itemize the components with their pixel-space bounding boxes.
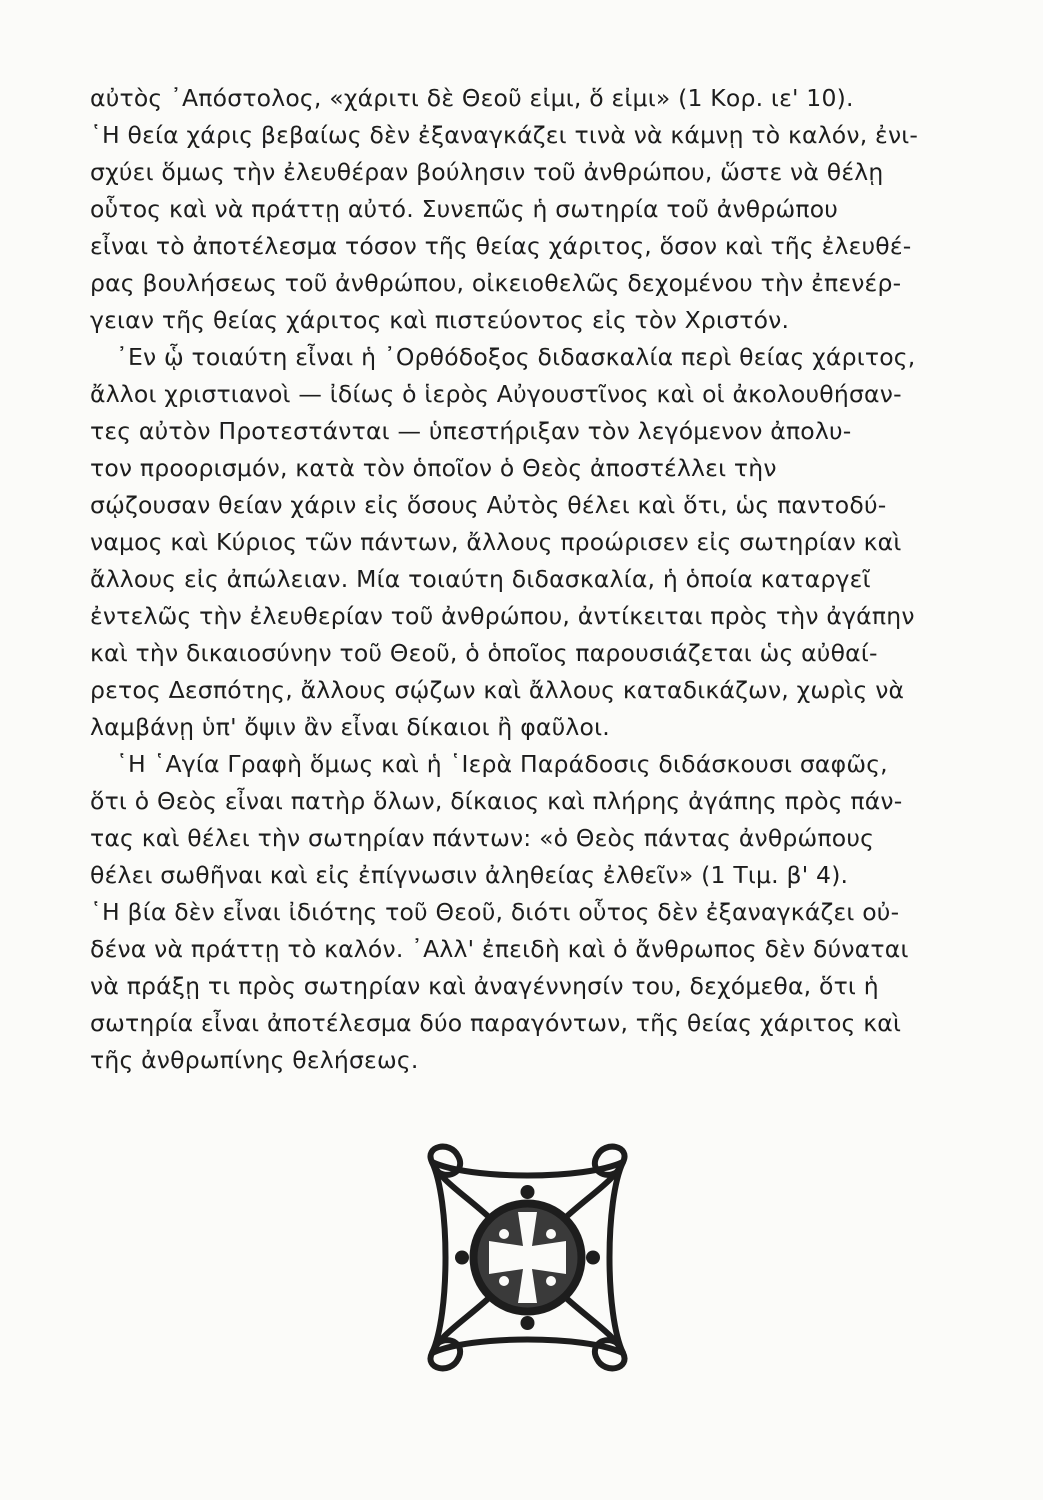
text-line: σωτηρία εἶναι ἀποτέλεσμα δύο παραγόντων, τῆς θείας χάριτος καὶ [90, 1009, 902, 1037]
text-line: σχύει ὅμως τὴν ἐλευθέραν βούλησιν τοῦ ἀνθρώπου, ὥστε νὰ θέλῃ [90, 158, 884, 186]
text-line: ὅτι ὁ Θεὸς εἶναι πατὴρ ὅλων, δίκαιος καὶ πλήρης ἀγάπης πρὸς πάν- [90, 787, 903, 815]
text-line: ἐντελῶς τὴν ἐλευθερίαν τοῦ ἀνθρώπου, ἀντίκειται πρὸς τὴν ἀγάπην [90, 602, 915, 630]
text-line: ῾Η ῾Αγία Γραφὴ ὅμως καὶ ἡ ῾Ιερὰ Παράδοσις διδάσκουσι σαφῶς, [116, 750, 888, 778]
text-line: δένα νὰ πράττῃ τὸ καλόν. ᾿Αλλ' ἐπειδὴ καὶ ὁ ἄνθρωπος δὲν δύναται [90, 935, 909, 963]
text-line: λαμβάνῃ ὑπ' ὄψιν ἂν εἶναι δίκαιοι ἢ φαῦλοι. [90, 713, 610, 741]
cross-ornament-icon [410, 1140, 645, 1375]
text-line: ᾿Εν ᾧ τοιαύτη εἶναι ἡ ᾿Ορθόδοξος διδασκαλία περὶ θείας χάριτος, [116, 343, 916, 371]
text-line: καὶ τὴν δικαιοσύνην τοῦ Θεοῦ, ὁ ὁποῖος παρουσιάζεται ὡς αὐθαί- [90, 639, 878, 667]
text-line: τον προορισμόν, κατὰ τὸν ὁποῖον ὁ Θεὸς ἀποστέλλει τὴν [90, 454, 777, 482]
text-line: ρας βουλήσεως τοῦ ἀνθρώπου, οἰκειοθελῶς δεχομένου τὴν ἐπενέρ- [90, 269, 902, 297]
text-line: τας καὶ θέλει τὴν σωτηρίαν πάντων: «ὁ Θεὸς πάντας ἀνθρώπους [90, 824, 875, 852]
text-line: αὐτὸς ᾿Απόστολος, «χάριτι δὲ Θεοῦ εἰμι, ὅ εἰμι» (1 Κορ. ιε' 10). [90, 84, 854, 112]
text-line: τῆς ἀνθρωπίνης θελήσεως. [90, 1046, 419, 1074]
body-text [90, 80, 946, 1079]
text-line: θέλει σωθῆναι καὶ εἰς ἐπίγνωσιν ἀληθείας ἐλθεῖν» (1 Τιμ. β' 4). [90, 861, 849, 889]
text-line: οὗτος καὶ νὰ πράττῃ αὐτό. Συνεπῶς ἡ σωτηρία τοῦ ἀνθρώπου [90, 195, 839, 223]
text-line: ἄλλους εἰς ἀπώλειαν. Μία τοιαύτη διδασκαλία, ἡ ὁποία καταργεῖ [90, 565, 871, 593]
text-line: ῾Η βία δὲν εἶναι ἰδιότης τοῦ Θεοῦ, διότι οὗτος δὲν ἐξαναγκάζει οὐ- [90, 898, 900, 926]
text-line: εἶναι τὸ ἀποτέλεσμα τόσον τῆς θείας χάριτος, ὅσον καὶ τῆς ἐλευθέ- [90, 232, 912, 260]
text-line: ῾Η θεία χάρις βεβαίως δὲν ἐξαναγκάζει τινὰ νὰ κάμνῃ τὸ καλόν, ἐνι- [90, 121, 919, 149]
text-line: ἄλλοι χριστιανοὶ — ἰδίως ὁ ἱερὸς Αὐγουστῖνος καὶ οἱ ἀκολουθήσαν- [90, 380, 902, 408]
text-line: γειαν τῆς θείας χάριτος καὶ πιστεύοντος εἰς τὸν Χριστόν. [90, 306, 790, 334]
text-line: σῴζουσαν θείαν χάριν εἰς ὅσους Αὐτὸς θέλει καὶ ὅτι, ὡς παντοδύ- [90, 491, 887, 519]
text-line: ναμος καὶ Κύριος τῶν πάντων, ἄλλους προώρισεν εἰς σωτηρίαν καὶ [90, 528, 902, 556]
text-line: τες αὐτὸν Προτεστάνται — ὑπεστήριξαν τὸν λεγόμενον ἀπολυ- [90, 417, 852, 445]
text-line: νὰ πράξῃ τι πρὸς σωτηρίαν καὶ ἀναγέννησίν του, δεχόμεθα, ὅτι ἡ [90, 972, 879, 1000]
text-line: ρετος Δεσπότης, ἄλλους σῴζων καὶ ἄλλους καταδικάζων, χωρὶς νὰ [90, 676, 905, 704]
